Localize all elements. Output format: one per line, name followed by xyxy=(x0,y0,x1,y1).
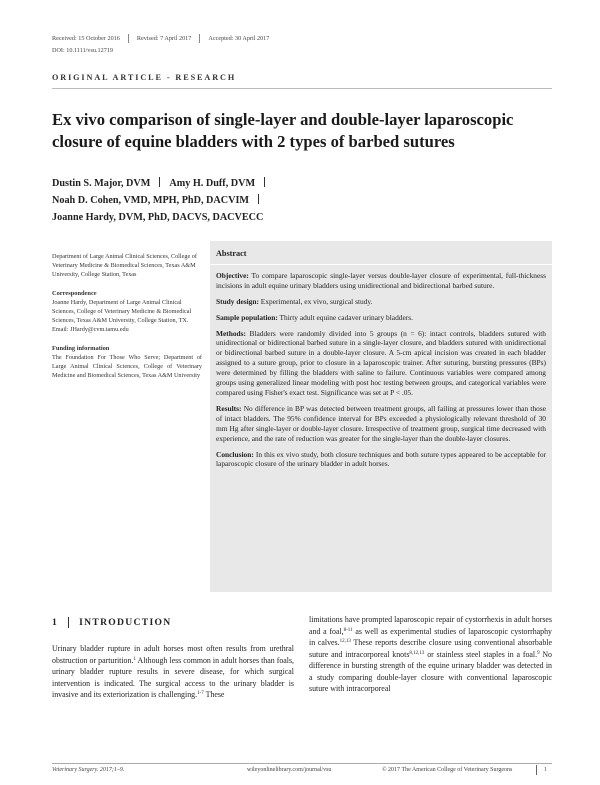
revised-date: Revised: 7 April 2017 xyxy=(136,35,192,42)
author-line-3 xyxy=(52,209,482,226)
design-label: Study design: xyxy=(216,296,259,306)
journal-url[interactable]: wileyonlinelibrary.com/journal/vsu xyxy=(247,767,332,773)
body-text: No difference in bursting strength of the equine urinary bladder was detected in a study comparing double-layer closure with conventional laparoscopic suture with intracorporeal xyxy=(309,649,552,693)
body-text: Although less common in adult horses than foals, urinary bladder rupture results in severe disease, for which surgical intervention is indicated. The surgical access to the urinary bladder is invasive and its exteriorization is challenging. xyxy=(52,655,295,699)
body-column-left xyxy=(52,643,294,701)
sample-label: Sample population: xyxy=(216,312,278,322)
author-list xyxy=(52,175,482,226)
abstract-conclusion xyxy=(216,450,546,470)
sample-text: Thirty adult equine cadaver urinary bladders. xyxy=(279,312,413,322)
copyright: © 2017 The American College of Veterinary Surgeons xyxy=(382,767,513,773)
correspondence-text: Joanne Hardy, Department of Large Animal Clinical Sciences, College of Veterinary Medicine & Biomedical Sciences, Texas A&M University, College Station, TX. xyxy=(52,298,192,325)
correspondence-email[interactable]: Email: JHardy@cvm.tamu.edu xyxy=(52,326,129,334)
funding-heading: Funding information xyxy=(52,344,110,352)
abstract-heading: Abstract xyxy=(210,249,552,265)
introduction-heading xyxy=(52,617,171,628)
journal-citation: Veterinary Surgery. 2017;1–9. xyxy=(52,767,125,773)
body-text: These xyxy=(203,690,225,699)
objective-label: Objective: xyxy=(216,270,249,280)
author-name[interactable]: Noah D. Cohen, VMD, MPH, PhD, DACVIM xyxy=(52,195,250,206)
body-text: as well as experimental studies of laparoscopic cystorrhaphy in calves. xyxy=(309,626,552,647)
author-separator xyxy=(258,194,259,204)
article-dates xyxy=(52,34,269,43)
article-title: Ex vivo comparison of single-layer and double-layer laparoscopic closure of equine bladders with 2 types of barbed sutures xyxy=(52,110,514,151)
conclusion-label: Conclusion: xyxy=(216,449,254,459)
body-column-right xyxy=(309,614,552,695)
section-title: INTRODUCTION xyxy=(79,617,172,628)
body-text: Urinary bladder rupture in adult horses most often results from urethral obstruction or parturition. xyxy=(52,644,294,665)
results-text: No difference in BP was detected between treatment groups, all failing at pressures lower than those of intact bladders. The 95% confidence interval for BPs exceeded a physiologically relevant threshold of 30 mm Hg after single-layer or double-layer closure. Irrespective of treatment group, surgical time decreased with experience, and the rate of reduction was greater for the single-layer than the double-layer closures. xyxy=(216,403,546,443)
footer-divider xyxy=(52,763,552,764)
body-text: These reports describe closure using conventional absorbable suture and intracorporeal knots xyxy=(309,638,552,659)
citation-ref[interactable]: 12,13 xyxy=(339,639,351,644)
section-number: 1 xyxy=(52,617,59,628)
abstract-box xyxy=(210,241,552,592)
author-name[interactable]: Joanne Hardy, DVM, PhD, DACVS, DACVECC xyxy=(52,212,264,223)
received-date: Received: 15 October 2016 xyxy=(52,35,120,42)
author-separator xyxy=(264,177,265,187)
body-text: or stainless steel staples in a foal. xyxy=(424,649,538,659)
heading-separator xyxy=(68,617,69,628)
author-name[interactable]: Dustin S. Major, DVM xyxy=(52,178,151,189)
conclusion-text: In this ex vivo study, both closure techniques and both suture types appeared to be acceptable for laparoscopic closure of the urinary bladder in adult horses. xyxy=(216,449,546,469)
citation-ref[interactable]: 8,12,13 xyxy=(409,650,425,656)
citation-ref[interactable]: 9 xyxy=(537,650,540,656)
abstract-objective xyxy=(216,271,546,291)
accepted-date: Accepted: 30 April 2017 xyxy=(208,35,270,42)
abstract-design xyxy=(216,297,546,307)
methods-text: Bladders were randomly divided into 5 groups (n = 6): intact controls, bladders sutured with unidirectional or bidirectional barbed suture in a single-layer closure, and bladders sutured with unidirectional or bidirectional barbed suture in a double-layer closure. A 5-cm apical incision was created in each bladder assigned to a suture group, prior to closure in a laparoscopic trainer. After suturing, bursting pressures (BPs) were determined by filling the bladders with saline to failure. Continuous variables were compared among groups using generalized linear modeling with post hoc testing between groups, and categorical variables were compared using Fisher's exact test. Significance was set at P < .05. xyxy=(216,328,546,397)
abstract-sample xyxy=(216,313,546,323)
section-divider xyxy=(52,88,552,89)
design-text: Experimental, ex vivo, surgical study. xyxy=(260,296,373,306)
citation-ref[interactable]: 1 xyxy=(133,656,136,662)
citation-ref[interactable]: 8-11 xyxy=(343,627,353,633)
department-affiliation: Department of Large Animal Clinical Sciences, College of Veterinary Medicine & Biomedical Sciences, Texas A&M University, College Station, Texas xyxy=(52,253,197,279)
correspondence-heading: Correspondence xyxy=(52,289,97,297)
author-line-2 xyxy=(52,192,482,209)
divider xyxy=(128,34,129,43)
author-line-1 xyxy=(52,175,482,192)
page-number: 1 xyxy=(544,767,547,773)
body-text: limitations have prompted laparoscopic repair of cystorrhexis in adult horses and a foal, xyxy=(309,615,552,636)
funding-text: The Foundation For Those Who Serve; Department of Large Animal Clinical Sciences, College of Veterinary Medicine and Biomedical Sciences, Texas A&M University xyxy=(52,353,202,380)
objective-text: To compare laparoscopic single-layer versus double-layer closure of experimental, full-thickness incisions in adult equine urinary bladders using unidirectional and bidirectional barbed suture. xyxy=(216,270,546,290)
abstract-results xyxy=(216,404,546,444)
results-label: Results: xyxy=(216,403,242,413)
author-name[interactable]: Amy H. Duff, DVM xyxy=(169,178,256,189)
divider xyxy=(199,34,200,43)
doi[interactable]: DOI: 10.1111/vsu.12719 xyxy=(52,47,114,54)
author-separator xyxy=(159,177,160,187)
footer-separator xyxy=(536,765,537,775)
methods-label: Methods: xyxy=(216,328,246,338)
abstract-methods xyxy=(216,329,546,398)
affiliation-column xyxy=(52,252,202,380)
citation-ref[interactable]: 1-7 xyxy=(197,691,204,696)
section-tag: ORIGINAL ARTICLE - RESEARCH xyxy=(52,73,237,82)
